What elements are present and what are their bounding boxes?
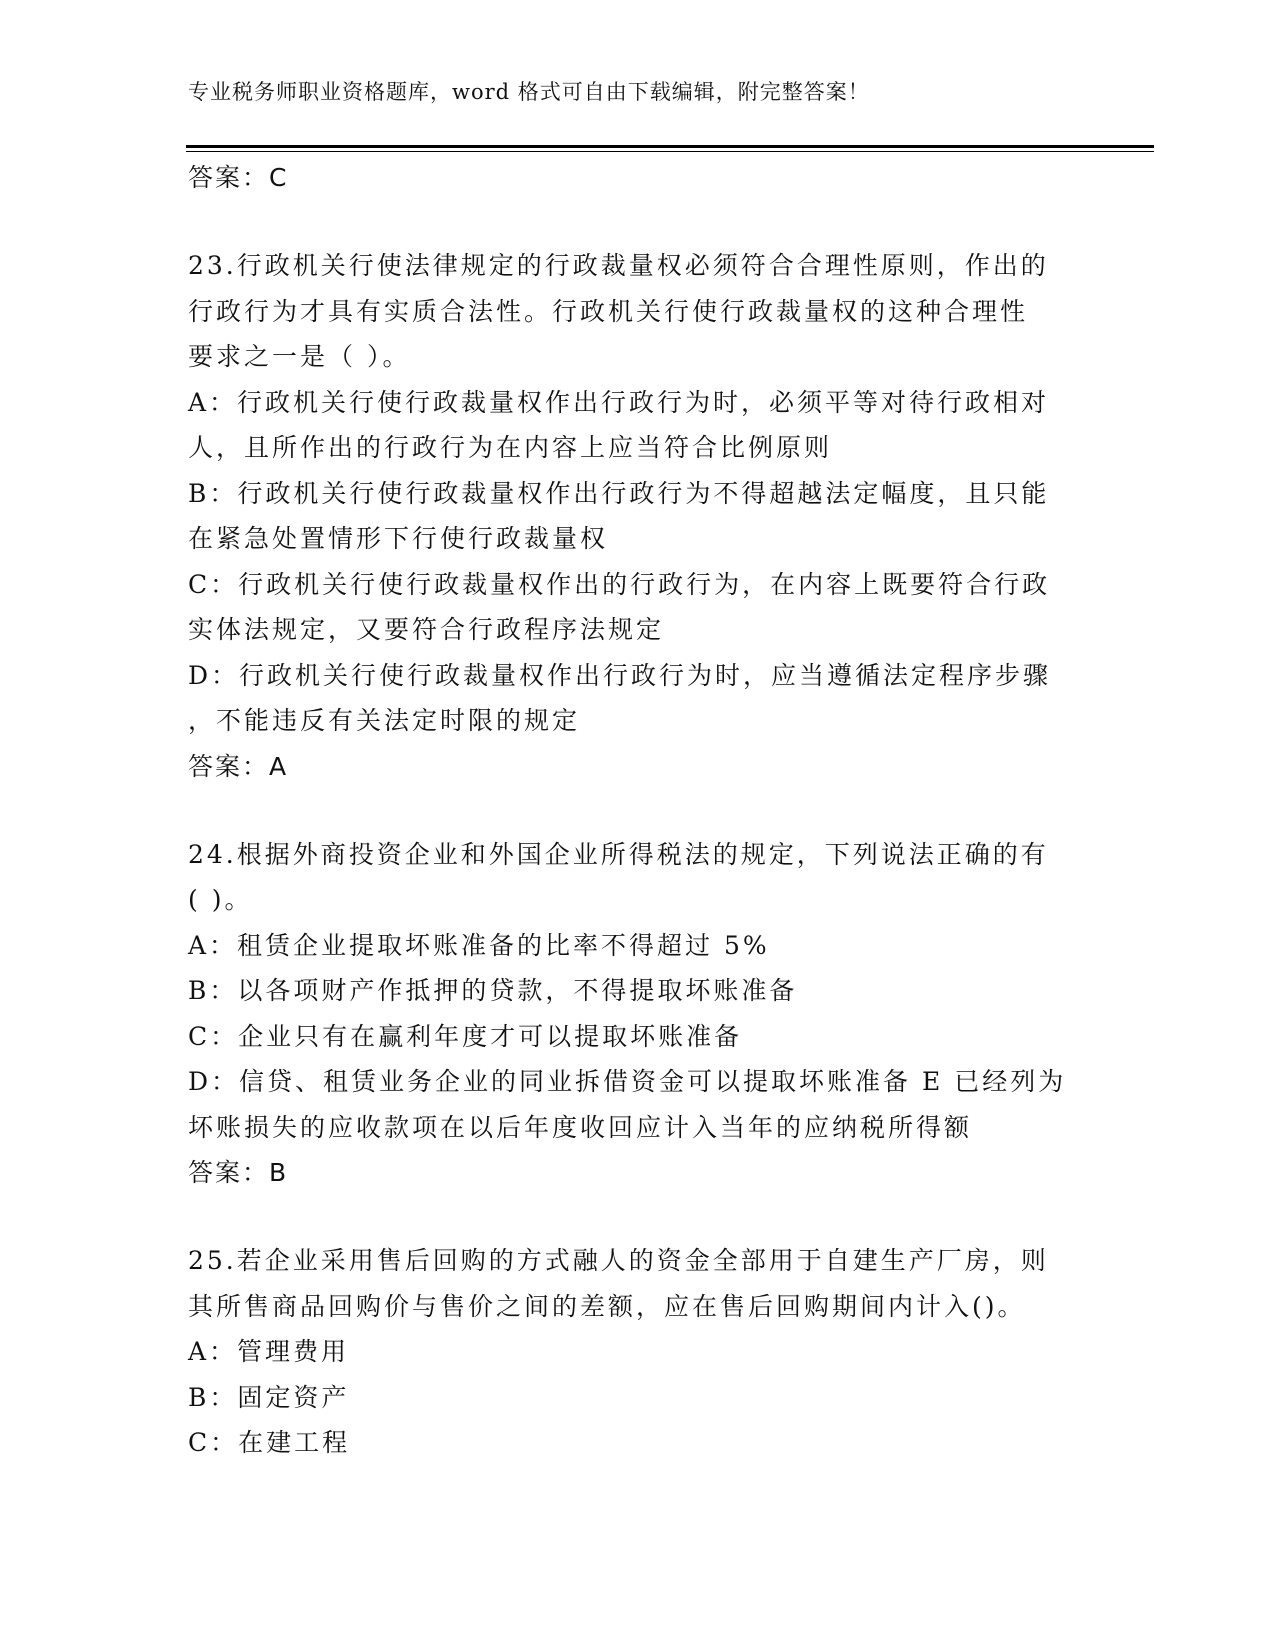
- question-23-option-a: A：行政机关行使行政裁量权作出行政行为时，必须平等对待行政相对: [188, 387, 1050, 417]
- question-23-option-c-cont: 实体法规定，又要符合行政程序法规定: [188, 615, 665, 644]
- question-23-stem-line-1: 23.行政机关行使法律规定的行政裁量权必须符合合理性原则，作出的: [188, 251, 1049, 280]
- question-23: [188, 243, 1088, 790]
- answer-22: 答案：C: [188, 163, 289, 192]
- question-23-option-b: B：行政机关行使行政裁量权作出行政行为不得超越法定幅度，且只能: [188, 478, 1050, 508]
- spacer: [188, 201, 1088, 243]
- question-24-option-d-cont: 坏账损失的应收款项在以后年度收回应计入当年的应纳税所得额: [188, 1112, 973, 1142]
- question-23-stem-line-2: 行政行为才具有实质合法性。行政机关行使行政裁量权的这种合理性: [188, 296, 1029, 326]
- question-25-option-b: B：固定资产: [188, 1382, 350, 1412]
- question-24-option-b: B：以各项财产作抵押的贷款，不得提取坏账准备: [188, 976, 798, 1005]
- question-24-option-d: D：信贷、租赁业务企业的同业拆借资金可以提取坏账准备 E 已经列为: [188, 1067, 1067, 1096]
- question-23-option-d: D：行政机关行使行政裁量权作出行政行为时，应当遵循法定程序步骤: [188, 660, 1052, 690]
- question-24-option-a: A：租赁企业提取坏账准备的比率不得超过 5%: [188, 930, 770, 960]
- spacer: [188, 1196, 1088, 1238]
- question-25-option-c: C：在建工程: [188, 1428, 351, 1457]
- question-24-stem-line-2: ( )。: [188, 885, 253, 914]
- question-24: [188, 832, 1088, 1197]
- question-24-option-c: C：企业只有在赢利年度才可以提取坏账准备: [188, 1021, 743, 1051]
- page-header: 专业税务师职业资格题库，word 格式可自由下载编辑，附完整答案！: [188, 80, 870, 104]
- document-body: [188, 155, 1088, 1466]
- question-23-stem-line-3: 要求之一是（ ）。: [188, 342, 411, 371]
- question-24-stem-line-1: 24.根据外商投资企业和外国企业所得税法的规定，下列说法正确的有: [188, 839, 1049, 869]
- header-rule-thin: [186, 151, 1154, 152]
- answer-23: 答案：A: [188, 751, 289, 781]
- spacer: [188, 790, 1088, 832]
- question-23-option-b-cont: 在紧急处置情形下行使行政裁量权: [188, 524, 609, 553]
- question-25-option-a: A：管理费用: [188, 1337, 350, 1366]
- header-rule-thick: [186, 145, 1154, 148]
- question-23-option-a-cont: 人，且所作出的行政行为在内容上应当符合比例原则: [188, 433, 833, 462]
- question-25-stem-line-2: 其所售商品回购价与售价之间的差额，应在售后回购期间内计入()。: [188, 1291, 1026, 1321]
- question-23-option-c: C：行政机关行使行政裁量权作出的行政行为，在内容上既要符合行政: [188, 569, 1051, 599]
- question-25: [188, 1238, 1088, 1466]
- question-25-stem-line-1: 25.若企业采用售后回购的方式融人的资金全部用于自建生产厂房，则: [188, 1246, 1049, 1275]
- question-23-option-d-cont: ，不能违反有关法定时限的规定: [188, 706, 581, 735]
- answer-24: 答案：B: [188, 1158, 289, 1187]
